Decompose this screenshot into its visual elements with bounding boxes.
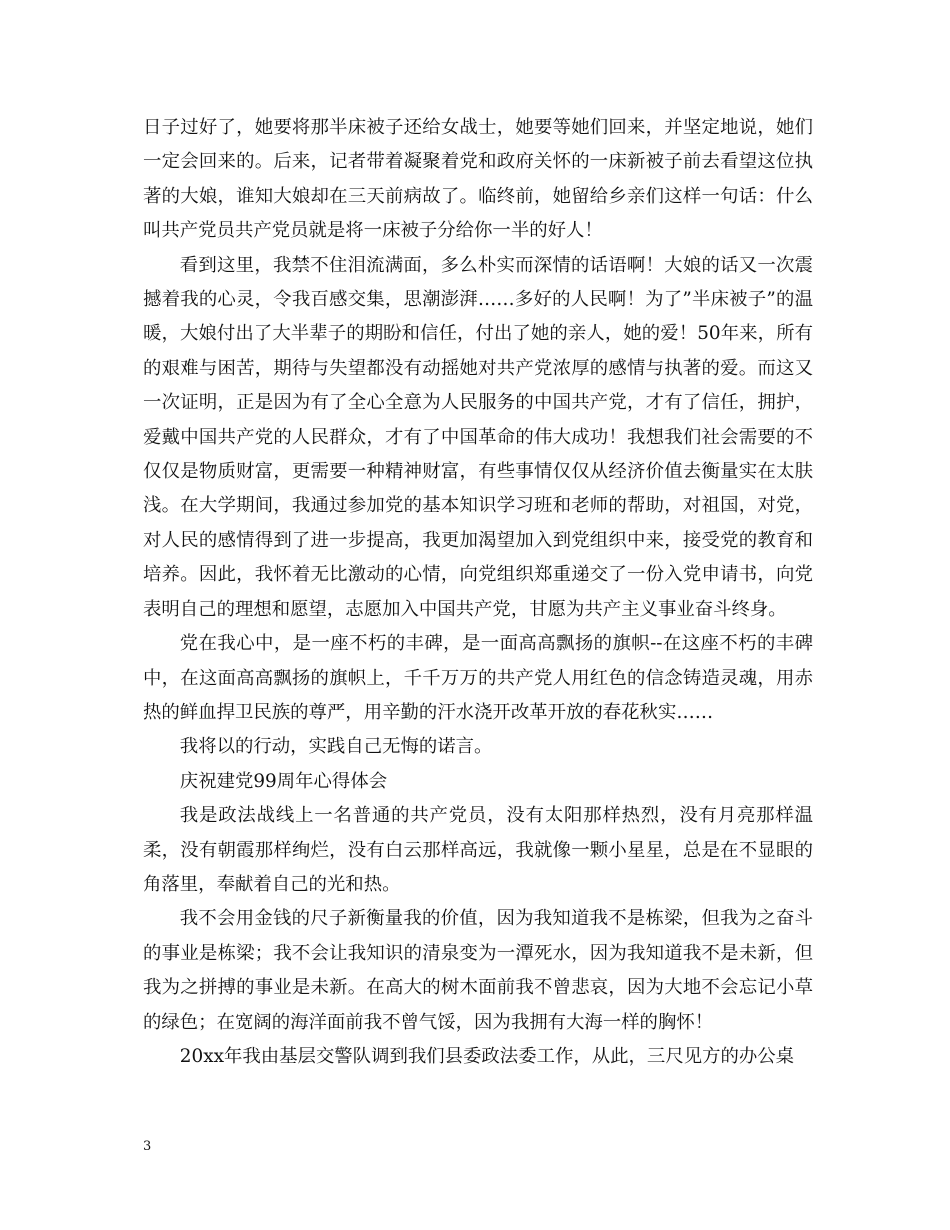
paragraph-2: 看到这里，我禁不住泪流满面，多么朴实而深情的话语啊！大娘的话又一次震撼着我的心灵，令我百感交集，思潮澎湃……多好的人民啊！为了”半床被子”的温暖，大娘付出了大半辈子的期盼和信任，付出了她的亲人，她的爱！50年来，所有的艰难与困苦，期待与失望都没有动摇她对共产党浓厚的感情与执著的爱。而这又一次证明，正是因为有了全心全意为人民服务的中国共产党，才有了信任，拥护，爱戴中国共产党的人民群众，才有了中国革命的伟大成功！我想我们社会需要的不仅仅是物质财富，更需要一种精神财富，有些事情仅仅从经济价值去衡量实在太肤浅。在大学期间，我通过参加党的基本知识学习班和老师的帮助，对祖国，对党，对人民的感情得到了进一步提高，我更加渴望加入到党组织中来，接受党的教育和培养。因此，我怀着无比激动的心情，向党组织郑重递交了一份入党申请书，向党表明自己的理想和愿望，志愿加入中国共产党，甘愿为共产主义事业奋斗终身。 bbox=[143, 254, 813, 620]
paragraph-7: 我不会用金钱的尺子新衡量我的价值，因为我知道我不是栋梁，但我为之奋斗的事业是栋梁；我不会让我知识的清泉变为一潭死水，因为我知道我不是未新，但我为之拼搏的事业是未新。在高大的树木面前我不曾悲哀，因为大地不会忘记小草的绿色；在宽阔的海洋面前我不曾气馁，因为我拥有大海一样的胸怀！ bbox=[143, 908, 813, 1033]
paragraph-4: 我将以的行动，实践自己无悔的诺言。 bbox=[179, 736, 493, 758]
paragraph-6: 我是政法战线上一名普通的共产党员，没有太阳那样热烈，没有月亮那样温柔，没有朝霞那样绚烂，没有白云那样高远，我就像一颗小星星，总是在不显眼的角落里，奉献着自己的光和热。 bbox=[143, 805, 813, 895]
section-heading: 庆祝建党99周年心得体会 bbox=[179, 770, 388, 792]
page-number: 3 bbox=[143, 1139, 152, 1154]
document-body bbox=[143, 111, 813, 1074]
paragraph-1: 日子过好了，她要将那半床被子还给女战士，她要等她们回来，并坚定地说，她们一定会回来的。后来，记者带着凝聚着党和政府关怀的一床新被子前去看望这位执著的大娘，谁知大娘却在三天前病故了。临终前，她留给乡亲们这样一句话：什么叫共产党员共产党员就是将一床被子分给你一半的好人！ bbox=[143, 117, 813, 242]
paragraph-3: 党在我心中，是一座不朽的丰碑，是一面高高飘扬的旗帜--在这座不朽的丰碑中，在这面高高飘扬的旗帜上，千千万万的共产党人用红色的信念铸造灵魂，用赤热的鲜血捍卫民族的尊严，用辛勤的汗水浇开改革开放的春花秋实…… bbox=[143, 633, 813, 723]
paragraph-8: 20xx年我由基层交警队调到我们县委政法委工作，从此，三尺见方的办公桌 bbox=[179, 1045, 795, 1067]
